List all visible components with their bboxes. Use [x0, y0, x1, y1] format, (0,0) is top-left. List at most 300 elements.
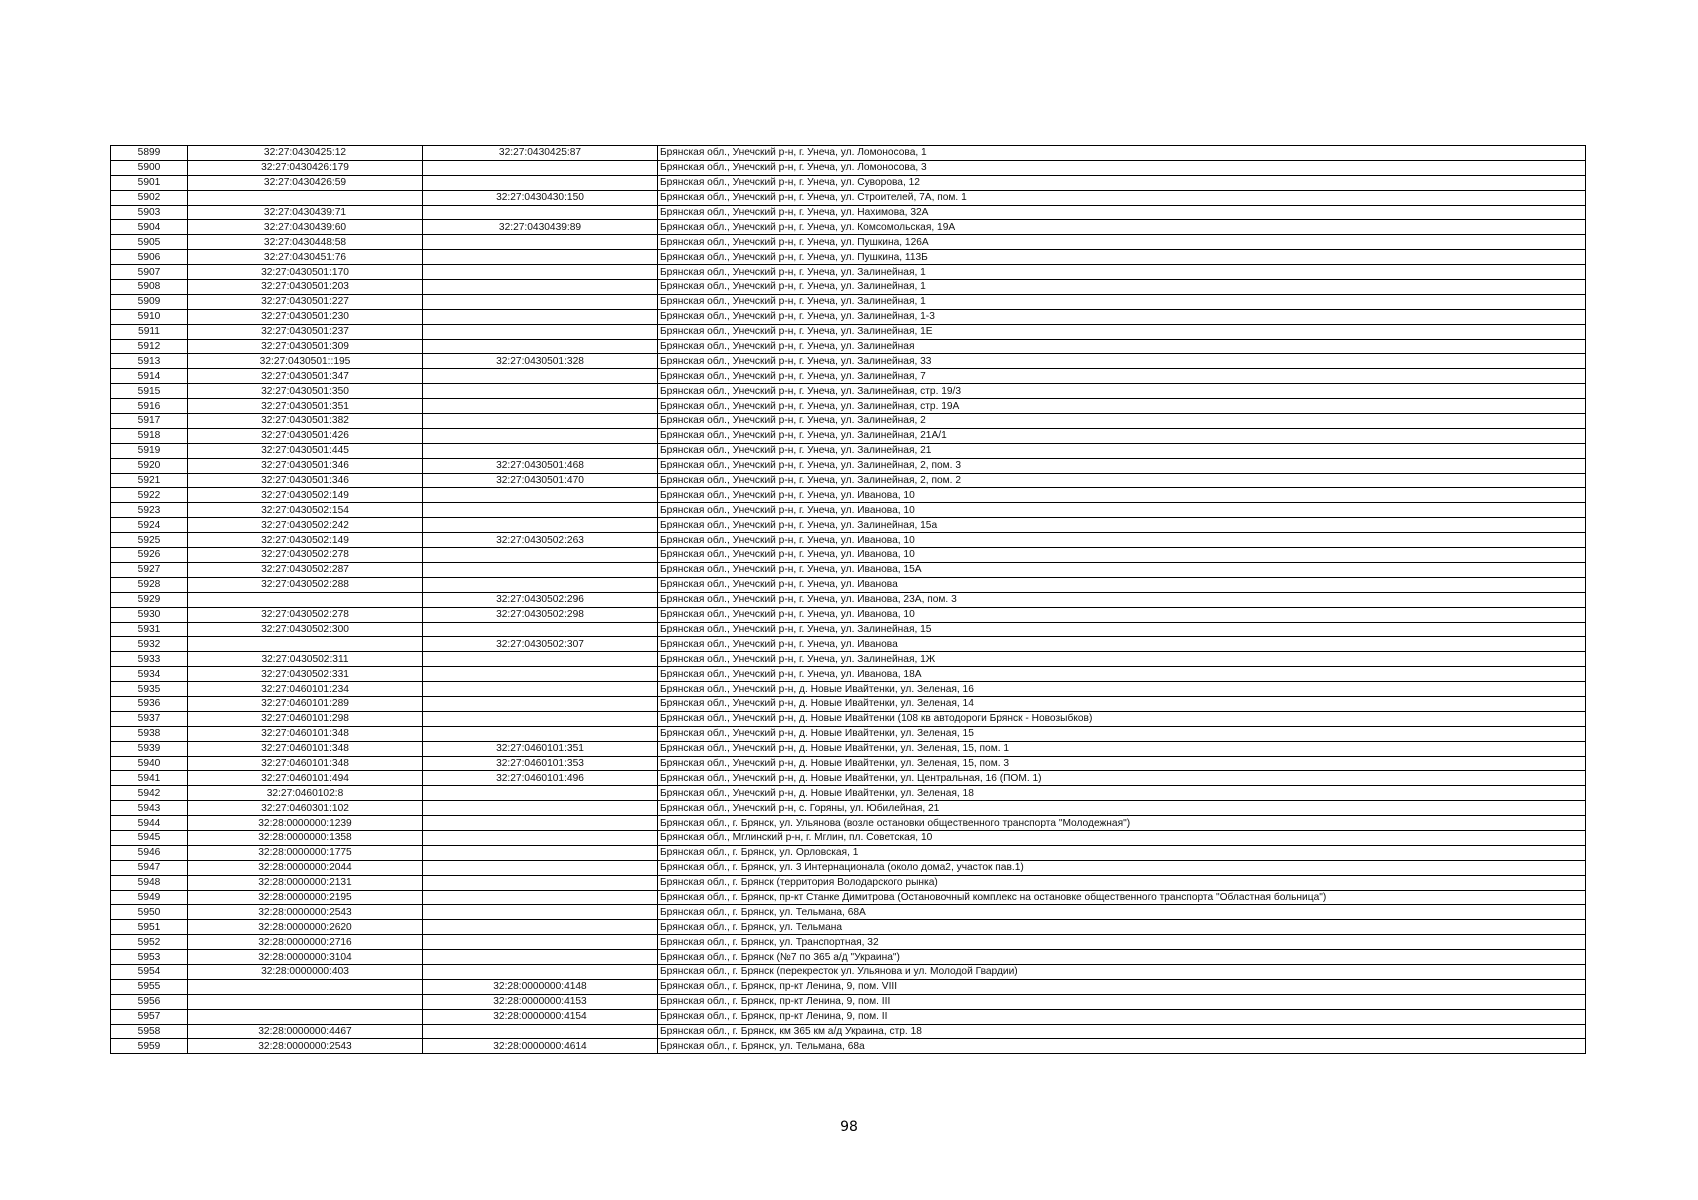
related-cadastral-number-cell	[423, 801, 658, 816]
cadastral-number-cell: 32:27:0460101:234	[188, 682, 423, 697]
address-cell: Брянская обл., Мглинский р-н, г. Мглин, пл. Советская, 10	[658, 830, 1586, 845]
table-row	[111, 667, 1586, 682]
related-cadastral-number-cell	[423, 696, 658, 711]
related-cadastral-number-cell: 32:27:0430502:298	[423, 607, 658, 622]
table-row	[111, 443, 1586, 458]
table-row	[111, 354, 1586, 369]
related-cadastral-number-cell	[423, 548, 658, 563]
row-number-cell: 5912	[111, 339, 188, 354]
table-row	[111, 235, 1586, 250]
table-row	[111, 890, 1586, 905]
related-cadastral-number-cell	[423, 175, 658, 190]
related-cadastral-number-cell: 32:27:0430501:470	[423, 473, 658, 488]
row-number-cell: 5922	[111, 488, 188, 503]
cadastral-number-cell: 32:27:0430501:382	[188, 414, 423, 429]
table-row	[111, 577, 1586, 592]
cadastral-number-cell: 32:28:0000000:2543	[188, 905, 423, 920]
related-cadastral-number-cell	[423, 503, 658, 518]
address-cell: Брянская обл., Унечский р-н, г. Унеча, ул. Залинейная, 7	[658, 369, 1586, 384]
row-number-cell: 5947	[111, 860, 188, 875]
cadastral-number-cell: 32:27:0430501:346	[188, 458, 423, 473]
cadastral-number-cell: 32:27:0430501:170	[188, 265, 423, 280]
row-number-cell: 5903	[111, 205, 188, 220]
table-row	[111, 816, 1586, 831]
row-number-cell: 5934	[111, 667, 188, 682]
row-number-cell: 5924	[111, 518, 188, 533]
cadastral-number-cell: 32:27:0460101:494	[188, 771, 423, 786]
address-cell: Брянская обл., Унечский р-н, г. Унеча, ул. Суворова, 12	[658, 175, 1586, 190]
related-cadastral-number-cell: 32:27:0430425:87	[423, 146, 658, 161]
related-cadastral-number-cell	[423, 682, 658, 697]
address-cell: Брянская обл., г. Брянск, пр-кт Ленина, 9, пом. VIII	[658, 979, 1586, 994]
table-row	[111, 652, 1586, 667]
address-cell: Брянская обл., Унечский р-н, д. Новые Ивайтенки, ул. Зеленая, 15	[658, 726, 1586, 741]
cadastral-number-cell	[188, 1009, 423, 1024]
row-number-cell: 5935	[111, 682, 188, 697]
cadastral-number-cell: 32:28:0000000:1775	[188, 845, 423, 860]
address-cell: Брянская обл., Унечский р-н, с. Горяны, ул. Юбилейная, 21	[658, 801, 1586, 816]
table-row	[111, 950, 1586, 965]
address-cell: Брянская обл., Унечский р-н, г. Унеча, ул. Залинейная, стр. 19А	[658, 399, 1586, 414]
address-cell: Брянская обл., г. Брянск, ул. 3 Интернационала (около дома2, участок пав.1)	[658, 860, 1586, 875]
address-cell: Брянская обл., Унечский р-н, г. Унеча, ул. Залинейная, 1	[658, 294, 1586, 309]
address-cell: Брянская обл., Унечский р-н, д. Новые Ивайтенки, ул. Зеленая, 14	[658, 696, 1586, 711]
table-row	[111, 726, 1586, 741]
row-number-cell: 5946	[111, 845, 188, 860]
table-row	[111, 786, 1586, 801]
address-cell: Брянская обл., Унечский р-н, г. Унеча, ул. Пушкина, 126А	[658, 235, 1586, 250]
row-number-cell: 5906	[111, 250, 188, 265]
address-cell: Брянская обл., Унечский р-н, г. Унеча, ул. Залинейная, 1	[658, 265, 1586, 280]
row-number-cell: 5945	[111, 830, 188, 845]
cadastral-number-cell: 32:28:0000000:3104	[188, 950, 423, 965]
cadastral-number-cell: 32:28:0000000:2620	[188, 920, 423, 935]
address-cell: Брянская обл., г. Брянск, ул. Тельмана, 68А	[658, 905, 1586, 920]
cadastral-number-cell	[188, 190, 423, 205]
table-row	[111, 339, 1586, 354]
related-cadastral-number-cell	[423, 265, 658, 280]
related-cadastral-number-cell	[423, 964, 658, 979]
related-cadastral-number-cell: 32:27:0430439:89	[423, 220, 658, 235]
cadastral-number-cell: 32:27:0430501:203	[188, 280, 423, 295]
cadastral-number-cell: 32:27:0460101:348	[188, 741, 423, 756]
address-cell: Брянская обл., Унечский р-н, г. Унеча, ул. Иванова, 10	[658, 533, 1586, 548]
row-number-cell: 5942	[111, 786, 188, 801]
related-cadastral-number-cell	[423, 280, 658, 295]
cadastral-number-cell: 32:28:0000000:2543	[188, 1039, 423, 1054]
address-cell: Брянская обл., Унечский р-н, г. Унеча, ул. Иванова	[658, 637, 1586, 652]
row-number-cell: 5930	[111, 607, 188, 622]
row-number-cell: 5915	[111, 384, 188, 399]
related-cadastral-number-cell	[423, 905, 658, 920]
table-row	[111, 741, 1586, 756]
cadastral-number-cell: 32:27:0430426:179	[188, 160, 423, 175]
cadastral-number-cell: 32:28:0000000:2716	[188, 935, 423, 950]
address-cell: Брянская обл., Унечский р-н, г. Унеча, ул. Залинейная, 15а	[658, 518, 1586, 533]
related-cadastral-number-cell	[423, 920, 658, 935]
related-cadastral-number-cell	[423, 816, 658, 831]
related-cadastral-number-cell	[423, 562, 658, 577]
page-number: 98	[840, 1119, 858, 1135]
cadastral-number-cell: 32:27:0430502:300	[188, 622, 423, 637]
related-cadastral-number-cell	[423, 875, 658, 890]
address-cell: Брянская обл., Унечский р-н, г. Унеча, ул. Залинейная, 21А/1	[658, 428, 1586, 443]
row-number-cell: 5911	[111, 324, 188, 339]
row-number-cell: 5956	[111, 994, 188, 1009]
address-cell: Брянская обл., Унечский р-н, г. Унеча, ул. Строителей, 7А, пом. 1	[658, 190, 1586, 205]
cadastral-number-cell	[188, 979, 423, 994]
cadastral-number-cell: 32:27:0430501:237	[188, 324, 423, 339]
row-number-cell: 5910	[111, 309, 188, 324]
related-cadastral-number-cell	[423, 950, 658, 965]
row-number-cell: 5959	[111, 1039, 188, 1054]
address-cell: Брянская обл., Унечский р-н, д. Новые Ивайтенки, ул. Зеленая, 15, пом. 1	[658, 741, 1586, 756]
row-number-cell: 5933	[111, 652, 188, 667]
registry-table-body	[111, 146, 1586, 1054]
address-cell: Брянская обл., Унечский р-н, г. Унеча, ул. Иванова, 10	[658, 503, 1586, 518]
address-cell: Брянская обл., Унечский р-н, д. Новые Ивайтенки, ул. Зеленая, 16	[658, 682, 1586, 697]
row-number-cell: 5938	[111, 726, 188, 741]
address-cell: Брянская обл., Унечский р-н, г. Унеча, ул. Залинейная, 2	[658, 414, 1586, 429]
cadastral-number-cell: 32:27:0430426:59	[188, 175, 423, 190]
table-row	[111, 756, 1586, 771]
cadastral-number-cell: 32:28:0000000:1358	[188, 830, 423, 845]
cadastral-number-cell: 32:28:0000000:4467	[188, 1024, 423, 1039]
row-number-cell: 5907	[111, 265, 188, 280]
related-cadastral-number-cell	[423, 622, 658, 637]
cadastral-number-cell: 32:27:0430502:154	[188, 503, 423, 518]
table-row	[111, 399, 1586, 414]
address-cell: Брянская обл., Унечский р-н, г. Унеча, ул. Залинейная, 2, пом. 2	[658, 473, 1586, 488]
related-cadastral-number-cell	[423, 935, 658, 950]
cadastral-number-cell: 32:27:0430501::195	[188, 354, 423, 369]
address-cell: Брянская обл., г. Брянск, ул. Ульянова (возле остановки общественного транспорта "Молодежная")	[658, 816, 1586, 831]
address-cell: Брянская обл., г. Брянск, ул. Тельмана	[658, 920, 1586, 935]
table-row	[111, 696, 1586, 711]
table-row	[111, 309, 1586, 324]
related-cadastral-number-cell	[423, 294, 658, 309]
row-number-cell: 5949	[111, 890, 188, 905]
table-row	[111, 622, 1586, 637]
table-row	[111, 979, 1586, 994]
table-row	[111, 518, 1586, 533]
address-cell: Брянская обл., Унечский р-н, г. Унеча, ул. Залинейная, 33	[658, 354, 1586, 369]
related-cadastral-number-cell	[423, 830, 658, 845]
table-row	[111, 369, 1586, 384]
cadastral-number-cell: 32:27:0460102:8	[188, 786, 423, 801]
cadastral-number-cell: 32:28:0000000:403	[188, 964, 423, 979]
row-number-cell: 5900	[111, 160, 188, 175]
related-cadastral-number-cell	[423, 518, 658, 533]
related-cadastral-number-cell: 32:27:0460101:353	[423, 756, 658, 771]
related-cadastral-number-cell: 32:28:0000000:4154	[423, 1009, 658, 1024]
table-row	[111, 994, 1586, 1009]
row-number-cell: 5951	[111, 920, 188, 935]
table-row	[111, 548, 1586, 563]
table-row	[111, 265, 1586, 280]
cadastral-number-cell: 32:27:0430439:71	[188, 205, 423, 220]
table-row	[111, 280, 1586, 295]
cadastral-number-cell: 32:27:0430501:426	[188, 428, 423, 443]
row-number-cell: 5916	[111, 399, 188, 414]
address-cell: Брянская обл., Унечский р-н, г. Унеча, ул. Иванова, 10	[658, 488, 1586, 503]
table-row	[111, 845, 1586, 860]
related-cadastral-number-cell	[423, 160, 658, 175]
address-cell: Брянская обл., Унечский р-н, г. Унеча, ул. Залинейная, 1	[658, 280, 1586, 295]
address-cell: Брянская обл., г. Брянск, км 365 км а/д Украина, стр. 18	[658, 1024, 1586, 1039]
row-number-cell: 5953	[111, 950, 188, 965]
table-row	[111, 324, 1586, 339]
table-row	[111, 875, 1586, 890]
row-number-cell: 5914	[111, 369, 188, 384]
table-row	[111, 592, 1586, 607]
related-cadastral-number-cell	[423, 309, 658, 324]
related-cadastral-number-cell	[423, 652, 658, 667]
related-cadastral-number-cell: 32:27:0430501:328	[423, 354, 658, 369]
address-cell: Брянская обл., Унечский р-н, д. Новые Ивайтенки (108 кв автодороги Брянск - Новозыбков)	[658, 711, 1586, 726]
cadastral-number-cell: 32:27:0430501:227	[188, 294, 423, 309]
address-cell: Брянская обл., г. Брянск (№7 по 365 а/д "Украина")	[658, 950, 1586, 965]
table-row	[111, 175, 1586, 190]
row-number-cell: 5958	[111, 1024, 188, 1039]
related-cadastral-number-cell: 32:27:0460101:351	[423, 741, 658, 756]
row-number-cell: 5944	[111, 816, 188, 831]
table-row	[111, 771, 1586, 786]
table-row	[111, 146, 1586, 161]
table-row	[111, 190, 1586, 205]
address-cell: Брянская обл., Унечский р-н, г. Унеча, ул. Ломоносова, 1	[658, 146, 1586, 161]
address-cell: Брянская обл., г. Брянск, ул. Транспортная, 32	[658, 935, 1586, 950]
address-cell: Брянская обл., Унечский р-н, д. Новые Ивайтенки, ул. Зеленая, 18	[658, 786, 1586, 801]
table-row	[111, 428, 1586, 443]
table-row	[111, 220, 1586, 235]
row-number-cell: 5937	[111, 711, 188, 726]
related-cadastral-number-cell	[423, 235, 658, 250]
related-cadastral-number-cell	[423, 414, 658, 429]
address-cell: Брянская обл., Унечский р-н, г. Унеча, ул. Комсомольская, 19А	[658, 220, 1586, 235]
related-cadastral-number-cell: 32:27:0430502:307	[423, 637, 658, 652]
row-number-cell: 5908	[111, 280, 188, 295]
address-cell: Брянская обл., Унечский р-н, г. Унеча, ул. Пушкина, 113Б	[658, 250, 1586, 265]
row-number-cell: 5918	[111, 428, 188, 443]
cadastral-number-cell: 32:27:0430502:149	[188, 488, 423, 503]
cadastral-number-cell: 32:27:0460101:348	[188, 756, 423, 771]
cadastral-number-cell: 32:28:0000000:2195	[188, 890, 423, 905]
cadastral-number-cell: 32:27:0430502:287	[188, 562, 423, 577]
address-cell: Брянская обл., Унечский р-н, г. Унеча, ул. Залинейная, 2, пом. 3	[658, 458, 1586, 473]
related-cadastral-number-cell: 32:27:0430501:468	[423, 458, 658, 473]
row-number-cell: 5923	[111, 503, 188, 518]
cadastral-number-cell: 32:28:0000000:1239	[188, 816, 423, 831]
related-cadastral-number-cell	[423, 324, 658, 339]
table-row	[111, 384, 1586, 399]
address-cell: Брянская обл., г. Брянск, пр-кт Ленина, 9, пом. III	[658, 994, 1586, 1009]
row-number-cell: 5948	[111, 875, 188, 890]
related-cadastral-number-cell: 32:27:0430502:263	[423, 533, 658, 548]
address-cell: Брянская обл., Унечский р-н, г. Унеча, ул. Иванова, 10	[658, 607, 1586, 622]
cadastral-number-cell: 32:27:0430439:60	[188, 220, 423, 235]
related-cadastral-number-cell	[423, 1024, 658, 1039]
table-row	[111, 414, 1586, 429]
related-cadastral-number-cell	[423, 428, 658, 443]
row-number-cell: 5957	[111, 1009, 188, 1024]
address-cell: Брянская обл., Унечский р-н, г. Унеча, ул. Ломоносова, 3	[658, 160, 1586, 175]
related-cadastral-number-cell	[423, 786, 658, 801]
related-cadastral-number-cell	[423, 726, 658, 741]
cadastral-number-cell: 32:27:0430501:347	[188, 369, 423, 384]
related-cadastral-number-cell	[423, 399, 658, 414]
table-row	[111, 1039, 1586, 1054]
table-row	[111, 473, 1586, 488]
cadastral-number-cell: 32:27:0430502:278	[188, 548, 423, 563]
address-cell: Брянская обл., Унечский р-н, г. Унеча, ул. Нахимова, 32А	[658, 205, 1586, 220]
cadastral-number-cell: 32:27:0460101:348	[188, 726, 423, 741]
row-number-cell: 5931	[111, 622, 188, 637]
row-number-cell: 5905	[111, 235, 188, 250]
cadastral-number-cell: 32:27:0430502:242	[188, 518, 423, 533]
address-cell: Брянская обл., Унечский р-н, г. Унеча, ул. Иванова, 23А, пом. 3	[658, 592, 1586, 607]
row-number-cell: 5955	[111, 979, 188, 994]
row-number-cell: 5926	[111, 548, 188, 563]
cadastral-number-cell: 32:27:0430451:76	[188, 250, 423, 265]
row-number-cell: 5909	[111, 294, 188, 309]
row-number-cell: 5941	[111, 771, 188, 786]
address-cell: Брянская обл., г. Брянск (территория Володарского рынка)	[658, 875, 1586, 890]
related-cadastral-number-cell	[423, 860, 658, 875]
row-number-cell: 5925	[111, 533, 188, 548]
cadastral-number-cell: 32:27:0430502:288	[188, 577, 423, 592]
table-row	[111, 607, 1586, 622]
table-row	[111, 1009, 1586, 1024]
table-row	[111, 801, 1586, 816]
address-cell: Брянская обл., Унечский р-н, г. Унеча, ул. Иванова, 15А	[658, 562, 1586, 577]
table-row	[111, 711, 1586, 726]
cadastral-number-cell: 32:27:0430501:230	[188, 309, 423, 324]
table-row	[111, 964, 1586, 979]
cadastral-number-cell: 32:28:0000000:2044	[188, 860, 423, 875]
row-number-cell: 5950	[111, 905, 188, 920]
related-cadastral-number-cell	[423, 443, 658, 458]
related-cadastral-number-cell	[423, 711, 658, 726]
related-cadastral-number-cell	[423, 488, 658, 503]
table-row	[111, 250, 1586, 265]
row-number-cell: 5929	[111, 592, 188, 607]
row-number-cell: 5917	[111, 414, 188, 429]
table-row	[111, 160, 1586, 175]
cadastral-number-cell: 32:27:0430501:445	[188, 443, 423, 458]
related-cadastral-number-cell: 32:28:0000000:4148	[423, 979, 658, 994]
cadastral-number-cell: 32:27:0430501:351	[188, 399, 423, 414]
related-cadastral-number-cell	[423, 845, 658, 860]
related-cadastral-number-cell: 32:28:0000000:4153	[423, 994, 658, 1009]
table-row	[111, 488, 1586, 503]
row-number-cell: 5928	[111, 577, 188, 592]
row-number-cell: 5952	[111, 935, 188, 950]
table-row	[111, 920, 1586, 935]
address-cell: Брянская обл., Унечский р-н, г. Унеча, ул. Иванова, 18А	[658, 667, 1586, 682]
cadastral-number-cell: 32:27:0460101:298	[188, 711, 423, 726]
related-cadastral-number-cell: 32:27:0430502:296	[423, 592, 658, 607]
cadastral-number-cell: 32:27:0430425:12	[188, 146, 423, 161]
row-number-cell: 5940	[111, 756, 188, 771]
table-row	[111, 830, 1586, 845]
related-cadastral-number-cell	[423, 384, 658, 399]
related-cadastral-number-cell	[423, 667, 658, 682]
row-number-cell: 5954	[111, 964, 188, 979]
cadastral-number-cell: 32:27:0430502:149	[188, 533, 423, 548]
row-number-cell: 5920	[111, 458, 188, 473]
address-cell: Брянская обл., Унечский р-н, г. Унеча, ул. Залинейная, стр. 19/3	[658, 384, 1586, 399]
address-cell: Брянская обл., Унечский р-н, г. Унеча, ул. Залинейная	[658, 339, 1586, 354]
address-cell: Брянская обл., г. Брянск (перекресток ул. Ульянова и ул. Молодой Гвардии)	[658, 964, 1586, 979]
related-cadastral-number-cell: 32:27:0430430:150	[423, 190, 658, 205]
table-row	[111, 562, 1586, 577]
address-cell: Брянская обл., Унечский р-н, д. Новые Ивайтенки, ул. Центральная, 16 (ПОМ. 1)	[658, 771, 1586, 786]
row-number-cell: 5943	[111, 801, 188, 816]
address-cell: Брянская обл., Унечский р-н, г. Унеча, ул. Иванова	[658, 577, 1586, 592]
table-row	[111, 905, 1586, 920]
row-number-cell: 5936	[111, 696, 188, 711]
cadastral-number-cell: 32:28:0000000:2131	[188, 875, 423, 890]
related-cadastral-number-cell	[423, 205, 658, 220]
address-cell: Брянская обл., Унечский р-н, г. Унеча, ул. Залинейная, 1-3	[658, 309, 1586, 324]
address-cell: Брянская обл., г. Брянск, ул. Орловская, 1	[658, 845, 1586, 860]
table-row	[111, 294, 1586, 309]
related-cadastral-number-cell	[423, 339, 658, 354]
related-cadastral-number-cell	[423, 369, 658, 384]
cadastral-number-cell: 32:27:0460301:102	[188, 801, 423, 816]
row-number-cell: 5939	[111, 741, 188, 756]
row-number-cell: 5919	[111, 443, 188, 458]
related-cadastral-number-cell	[423, 890, 658, 905]
table-row	[111, 1024, 1586, 1039]
cadastral-number-cell: 32:27:0430502:311	[188, 652, 423, 667]
address-cell: Брянская обл., Унечский р-н, г. Унеча, ул. Залинейная, 1Ж	[658, 652, 1586, 667]
cadastral-number-cell: 32:27:0430502:278	[188, 607, 423, 622]
cadastral-number-cell: 32:27:0430501:309	[188, 339, 423, 354]
cadastral-number-cell	[188, 592, 423, 607]
related-cadastral-number-cell: 32:28:0000000:4614	[423, 1039, 658, 1054]
address-cell: Брянская обл., г. Брянск, ул. Тельмана, 68а	[658, 1039, 1586, 1054]
cadastral-number-cell: 32:27:0430502:331	[188, 667, 423, 682]
related-cadastral-number-cell: 32:27:0460101:496	[423, 771, 658, 786]
row-number-cell: 5899	[111, 146, 188, 161]
address-cell: Брянская обл., Унечский р-н, г. Унеча, ул. Залинейная, 1Е	[658, 324, 1586, 339]
row-number-cell: 5927	[111, 562, 188, 577]
cadastral-number-cell: 32:27:0430448:58	[188, 235, 423, 250]
address-cell: Брянская обл., г. Брянск, пр-кт Ленина, 9, пом. II	[658, 1009, 1586, 1024]
cadastral-number-cell	[188, 637, 423, 652]
address-cell: Брянская обл., г. Брянск, пр-кт Станке Димитрова (Остановочный комплекс на остановке общественного транспорта "Областная больница")	[658, 890, 1586, 905]
row-number-cell: 5904	[111, 220, 188, 235]
address-cell: Брянская обл., Унечский р-н, г. Унеча, ул. Залинейная, 21	[658, 443, 1586, 458]
table-row	[111, 205, 1586, 220]
address-cell: Брянская обл., Унечский р-н, д. Новые Ивайтенки, ул. Зеленая, 15, пом. 3	[658, 756, 1586, 771]
row-number-cell: 5913	[111, 354, 188, 369]
cadastral-number-cell: 32:27:0460101:289	[188, 696, 423, 711]
table-row	[111, 860, 1586, 875]
row-number-cell: 5902	[111, 190, 188, 205]
table-row	[111, 935, 1586, 950]
cadastral-number-cell	[188, 994, 423, 1009]
table-row	[111, 503, 1586, 518]
related-cadastral-number-cell	[423, 577, 658, 592]
address-cell: Брянская обл., Унечский р-н, г. Унеча, ул. Иванова, 10	[658, 548, 1586, 563]
table-row	[111, 458, 1586, 473]
table-row	[111, 682, 1586, 697]
table-row	[111, 637, 1586, 652]
related-cadastral-number-cell	[423, 250, 658, 265]
